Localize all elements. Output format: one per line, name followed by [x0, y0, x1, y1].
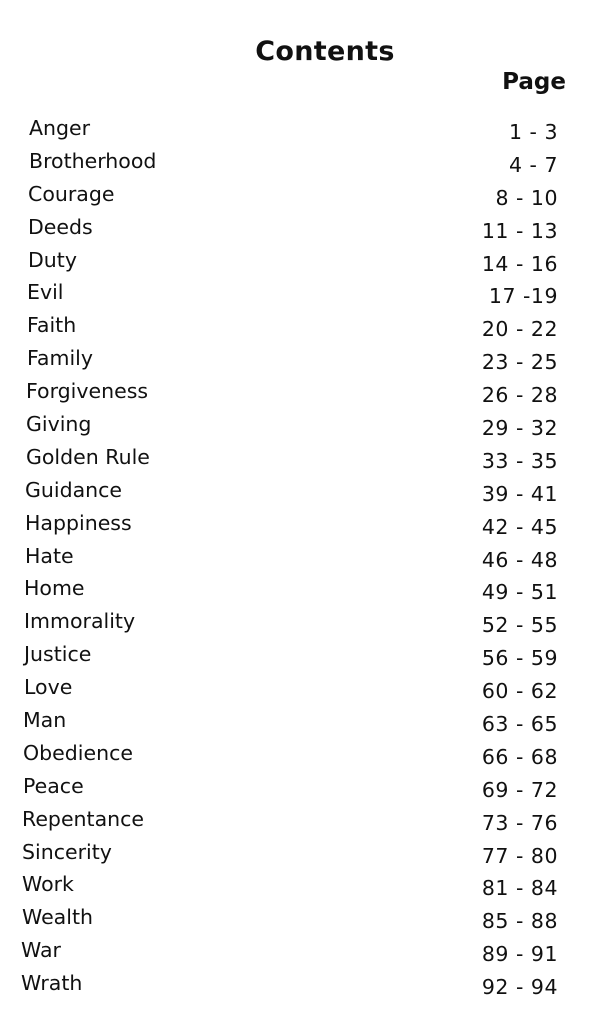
contents-entry [0, 215, 600, 248]
entry-pages: 20 - 22 [481, 317, 558, 342]
entry-topic: Anger [29, 116, 91, 140]
entry-topic: Sincerity [22, 839, 112, 864]
entry-topic: Faith [27, 313, 77, 338]
contents-entry [0, 774, 600, 807]
entry-topic: Home [24, 576, 85, 601]
contents-list [0, 116, 600, 1004]
entry-topic: Golden Rule [26, 444, 150, 469]
contents-entry [0, 741, 600, 774]
contents-entry [0, 872, 600, 905]
entry-topic: Justice [24, 642, 92, 667]
entry-topic: Obedience [23, 740, 133, 765]
entry-topic: Happiness [25, 510, 132, 535]
entry-topic: Deeds [28, 214, 93, 239]
contents-entry [0, 412, 600, 445]
contents-entry [0, 379, 600, 412]
entry-topic: Love [24, 675, 73, 700]
entry-pages: 81 - 84 [481, 876, 558, 901]
contents-entry [0, 642, 600, 675]
entry-pages: 85 - 88 [481, 909, 558, 934]
contents-entry [0, 708, 600, 741]
entry-pages: 17 -19 [488, 284, 558, 309]
entry-topic: Brotherhood [29, 148, 157, 173]
contents-entry [0, 346, 600, 379]
entry-pages: 1 - 3 [508, 120, 558, 144]
entry-pages: 46 - 48 [481, 547, 558, 572]
entry-pages: 92 - 94 [481, 975, 558, 1000]
contents-entry [0, 609, 600, 642]
entry-pages: 39 - 41 [481, 481, 558, 506]
contents-entry [0, 544, 600, 577]
entry-pages: 11 - 13 [481, 218, 558, 243]
entry-pages: 66 - 68 [481, 744, 558, 769]
entry-pages: 52 - 55 [481, 613, 558, 638]
contents-entry [0, 938, 600, 971]
entry-pages: 73 - 76 [481, 810, 558, 835]
contents-entry [0, 445, 600, 478]
contents-entry [0, 313, 600, 346]
contents-entry [0, 511, 600, 544]
entry-topic: Wealth [22, 905, 93, 930]
contents-entry [1, 149, 600, 182]
entry-topic: Work [22, 872, 74, 897]
page-column-header: Page [502, 69, 566, 95]
contents-entry [0, 576, 600, 609]
entry-topic: Evil [27, 280, 64, 305]
entry-topic: Wrath [21, 971, 83, 996]
entry-topic: War [21, 938, 61, 963]
page-title: Contents [255, 36, 395, 67]
entry-pages: 89 - 91 [481, 942, 558, 967]
entry-pages: 49 - 51 [481, 580, 558, 605]
entry-pages: 56 - 59 [481, 646, 558, 671]
contents-entry [0, 971, 600, 1004]
entry-pages: 8 - 10 [495, 185, 558, 210]
entry-topic: Immorality [24, 609, 136, 634]
contents-entry [0, 248, 600, 281]
contents-entry [0, 840, 600, 873]
contents-entry [0, 182, 600, 215]
contents-entry [0, 280, 600, 313]
entry-pages: 69 - 72 [481, 777, 558, 802]
entry-pages: 14 - 16 [481, 251, 558, 276]
contents-entry [0, 675, 600, 708]
entry-pages: 60 - 62 [481, 679, 558, 704]
entry-pages: 33 - 35 [481, 448, 558, 473]
entry-topic: Repentance [22, 806, 145, 831]
entry-topic: Man [23, 708, 67, 733]
entry-topic: Forgiveness [26, 379, 149, 404]
entry-pages: 26 - 28 [481, 383, 558, 408]
contents-entry [0, 478, 600, 511]
entry-pages: 23 - 25 [481, 350, 558, 375]
entry-topic: Guidance [25, 477, 123, 502]
entry-topic: Courage [28, 181, 115, 206]
contents-entry [0, 905, 600, 938]
entry-pages: 29 - 32 [481, 416, 558, 441]
entry-topic: Giving [26, 412, 92, 437]
contents-entry [1, 116, 600, 149]
entry-topic: Hate [25, 543, 74, 568]
entry-pages: 42 - 45 [481, 514, 558, 539]
entry-pages: 63 - 65 [481, 712, 558, 737]
entry-topic: Peace [23, 773, 84, 798]
entry-pages: 77 - 80 [481, 843, 558, 868]
entry-topic: Family [27, 346, 93, 371]
entry-pages: 4 - 7 [508, 152, 558, 177]
entry-topic: Duty [28, 247, 77, 272]
contents-entry [0, 807, 600, 840]
